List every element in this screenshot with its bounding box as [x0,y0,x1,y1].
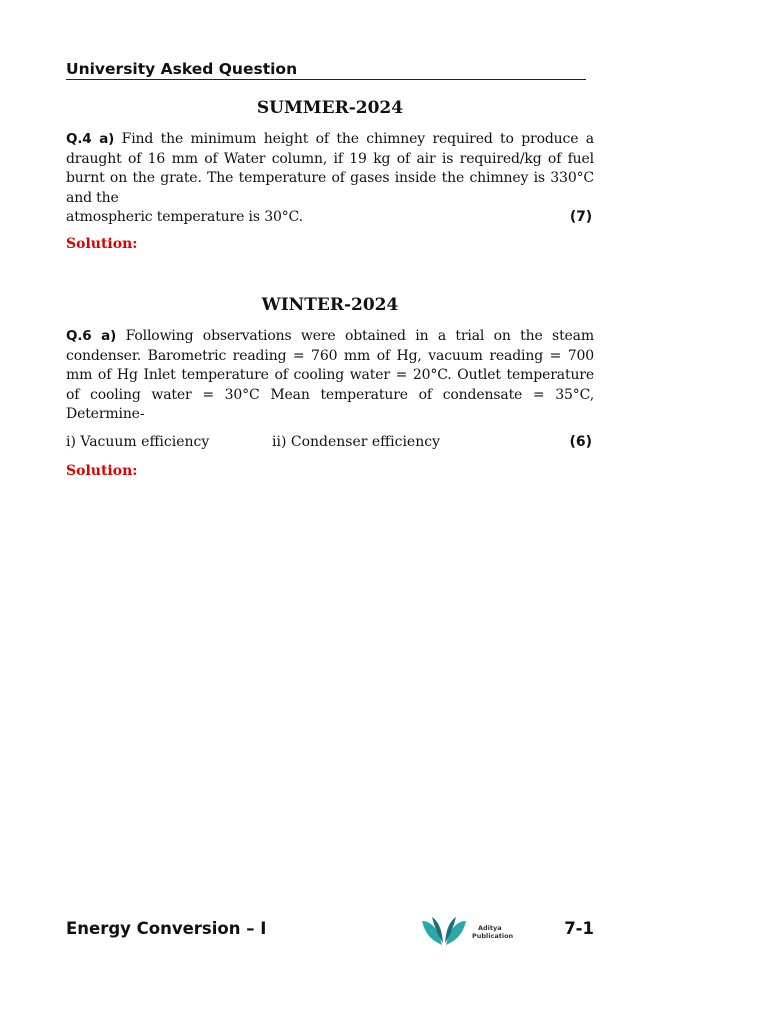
section-heading-summer: SUMMER-2024 [256,98,404,118]
logo-line-1: Aditya [478,924,502,932]
question-options [66,434,594,450]
question-text-end: atmospheric temperature is 30°C. [66,209,303,226]
option-vacuum-efficiency: i) Vacuum efficiency [66,434,210,450]
question-text: Find the minimum height of the chimney required to produce a draught of 16 mm of Water column, if 19 kg of air is required/kg of fuel burnt on the grate. The temperature of gases inside the chimney is 330°C and the [66,131,594,206]
question-q6 [66,327,594,425]
page-number: 7-1 [564,919,594,938]
marks-label: (6) [569,434,592,450]
option-condenser-efficiency: ii) Condenser efficiency [272,434,440,450]
page-header [66,60,586,80]
footer-title: Energy Conversion – I [66,919,267,938]
question-label: Q.6 a) [66,328,117,344]
logo-line-2: Publication [472,932,514,940]
header-title: University Asked Question [66,60,298,78]
question-label: Q.4 a) [66,131,115,147]
publisher-logo [420,914,530,950]
question-text: Following observations were obtained in a trial on the steam condenser. Barometric reading = 760 mm of Hg, vacuum reading = 700 mm of Hg Inlet temperature of cooling water = 20°C. Outlet temperature of cooling water = 30°C Mean temperature of condensate = 35°C, Determine- [66,328,595,423]
book-leaf-icon [420,915,468,949]
solution-label-summer: Solution: [66,236,138,252]
question-last-line [66,208,594,228]
section-heading-winter: WINTER-2024 [261,295,399,315]
marks-label: (7) [569,209,592,226]
solution-label-winter: Solution: [66,463,138,479]
logo-text [472,924,513,940]
question-q4 [66,130,594,228]
